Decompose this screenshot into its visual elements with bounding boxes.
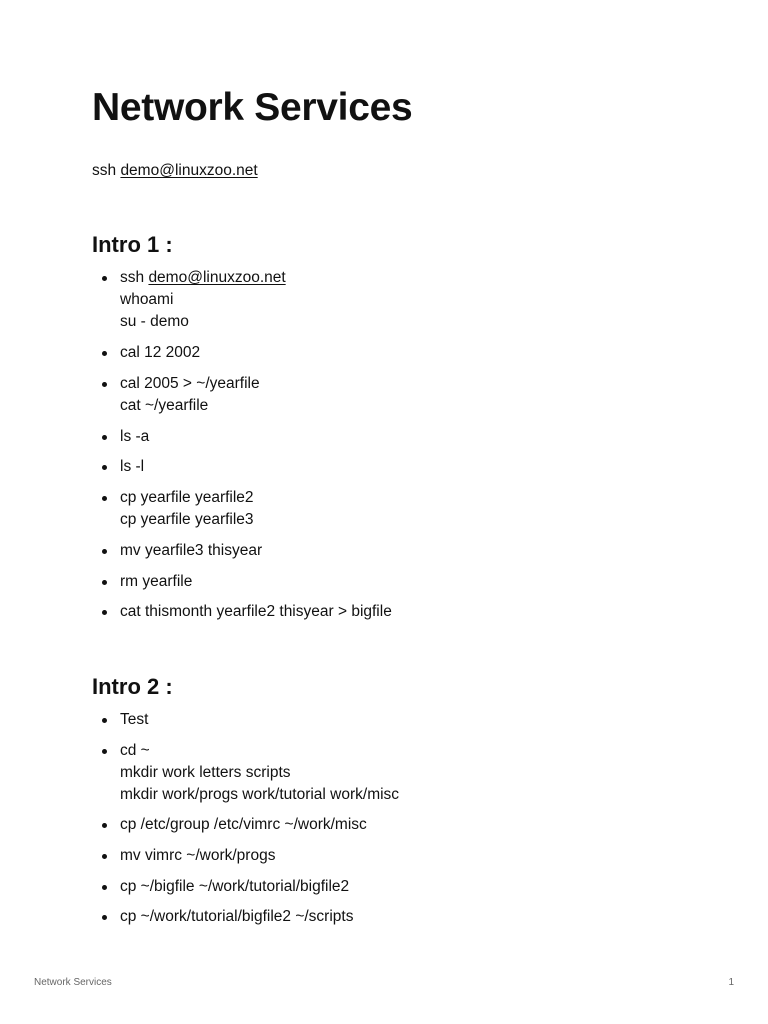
- command-line: cal 2005 > ~/yearfile: [120, 375, 260, 392]
- bullet-icon: [102, 749, 107, 754]
- ssh-command-line: [92, 160, 258, 182]
- bullet-icon: [102, 465, 107, 470]
- command-line: cp ~/work/tutorial/bigfile2 ~/scripts: [120, 908, 354, 925]
- command-line: mkdir work letters scripts: [120, 764, 291, 781]
- ssh-address-link[interactable]: demo@linuxzoo.net: [148, 269, 286, 286]
- list-item: [92, 571, 692, 593]
- page-title: Network Services: [92, 86, 413, 129]
- list-item: [92, 814, 692, 836]
- command-line: cp /etc/group /etc/vimrc ~/work/misc: [120, 816, 367, 833]
- bullet-icon: [102, 823, 107, 828]
- list-item: [92, 373, 692, 417]
- list-item: [92, 267, 692, 333]
- bullet-icon: [102, 885, 107, 890]
- command-line: whoami: [120, 291, 174, 308]
- list-item: [92, 906, 692, 928]
- ssh-prefix: ssh: [92, 162, 121, 179]
- bullet-icon: [102, 496, 107, 501]
- command-line: cp yearfile yearfile3: [120, 511, 254, 528]
- command-list-intro-2: [92, 709, 692, 928]
- bullet-icon: [102, 382, 107, 387]
- command-line: mv yearfile3 thisyear: [120, 542, 263, 559]
- ssh-address-link[interactable]: demo@linuxzoo.net: [120, 162, 258, 179]
- command-line: cat ~/yearfile: [120, 397, 209, 414]
- bullet-icon: [102, 580, 107, 585]
- command-line: ls -l: [120, 458, 145, 475]
- command-line: cal 12 2002: [120, 344, 201, 361]
- list-item: [92, 540, 692, 562]
- footer-title: Network Services: [34, 977, 112, 988]
- command-list-intro-1: [92, 267, 692, 623]
- list-item: [92, 740, 692, 806]
- list-item: [92, 601, 692, 623]
- bullet-icon: [102, 915, 107, 920]
- page-number: 1: [728, 977, 734, 988]
- command-line: Test: [120, 711, 149, 728]
- command-line: su - demo: [120, 313, 189, 330]
- command-line: [120, 267, 692, 289]
- list-item: [92, 426, 692, 448]
- bullet-icon: [102, 351, 107, 356]
- bullet-icon: [102, 718, 107, 723]
- command-line: mkdir work/progs work/tutorial work/misc: [120, 786, 400, 803]
- section-heading-intro-2: Intro 2 :: [92, 674, 173, 699]
- list-item: [92, 709, 692, 731]
- command-line: ls -a: [120, 428, 150, 445]
- command-line: rm yearfile: [120, 573, 193, 590]
- list-item: [92, 876, 692, 898]
- command-prefix: ssh: [120, 269, 149, 286]
- list-item: [92, 487, 692, 531]
- bullet-icon: [102, 854, 107, 859]
- bullet-icon: [102, 549, 107, 554]
- section-heading-intro-1: Intro 1 :: [92, 232, 173, 257]
- command-line: cd ~: [120, 742, 150, 759]
- list-item: [92, 845, 692, 867]
- command-line: cp yearfile yearfile2: [120, 489, 254, 506]
- command-line: mv vimrc ~/work/progs: [120, 847, 276, 864]
- bullet-icon: [102, 610, 107, 615]
- list-item: [92, 456, 692, 478]
- bullet-icon: [102, 276, 107, 281]
- command-line: cp ~/bigfile ~/work/tutorial/bigfile2: [120, 878, 350, 895]
- bullet-icon: [102, 435, 107, 440]
- list-item: [92, 342, 692, 364]
- command-line: cat thismonth yearfile2 thisyear > bigfile: [120, 603, 392, 620]
